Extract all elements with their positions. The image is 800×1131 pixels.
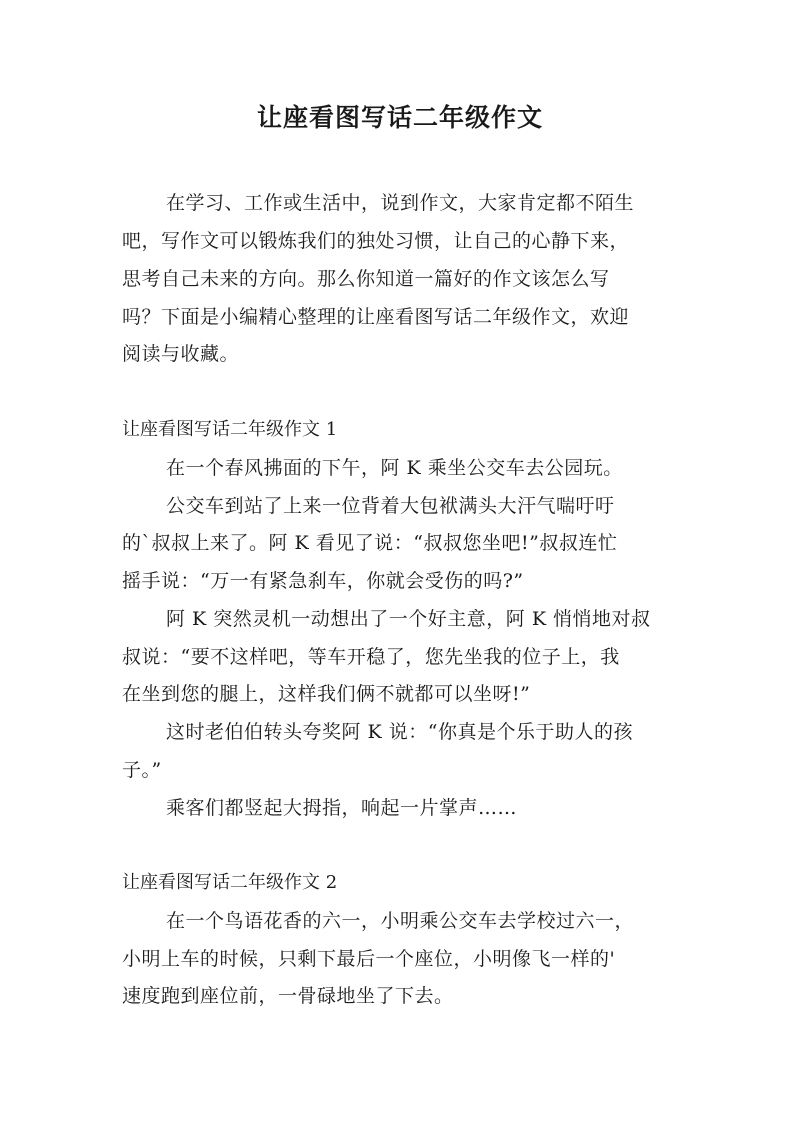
intro-line-2: 吧，写作文可以锻炼我们的独处习惯，让自己的心静下来， [122,230,630,252]
essay-2-heading: 让座看图写话二年级作文 2 [122,872,338,893]
document-title: 让座看图写话二年级作文 [256,103,543,132]
essay-2-line: 在一个鸟语花香的六一，小明乘公交车去学校过六一， [166,910,635,932]
essay-1-line: 公交车到站了上来一位背着大包袱满头大汗气喘吁吁 [166,495,615,517]
essay-1-line: 子。” [122,759,162,781]
essay-1-line: 在坐到您的腿上，这样我们俩不就都可以坐呀!” [122,683,531,705]
essay-1-line: 叔说：“要不这样吧，等车开稳了，您先坐我的位子上，我 [122,646,620,668]
intro-line-3: 思考自己未来的方向。那么你知道一篇好的作文该怎么写 [122,268,610,290]
essay-1-heading: 让座看图写话二年级作文 1 [122,419,338,440]
essay-2-line: 小明上车的时候，只剩下最后一个座位，小明像飞一样的' [122,948,616,970]
intro-line-5: 阅读与收藏。 [122,343,240,365]
essay-1-line: 这时老伯伯转头夸奖阿 K 说：“你真是个乐于助人的孩 [166,721,633,743]
essay-2-line: 速度跑到座位前，一骨碌地坐了下去。 [122,985,454,1007]
essay-1-line: 在一个春风拂面的下午，阿 K 乘坐公交车去公园玩。 [166,457,623,479]
essay-1-line: 乘客们都竖起大拇指，响起一片掌声…… [166,797,518,819]
essay-1-line: 阿 K 突然灵机一动想出了一个好主意，阿 K 悄悄地对叔 [166,608,651,630]
intro-line-4: 吗？下面是小编精心整理的让座看图写话二年级作文，欢迎 [122,306,630,328]
intro-line-1: 在学习、工作或生活中，说到作文，大家肯定都不陌生 [166,192,635,214]
essay-1-line: 摇手说：“万一有紧急刹车，你就会受伤的吗?” [122,570,524,592]
essay-1-line: 的`叔叔上来了。阿 K 看见了说：“叔叔您坐吧!”叔叔连忙 [122,532,618,554]
